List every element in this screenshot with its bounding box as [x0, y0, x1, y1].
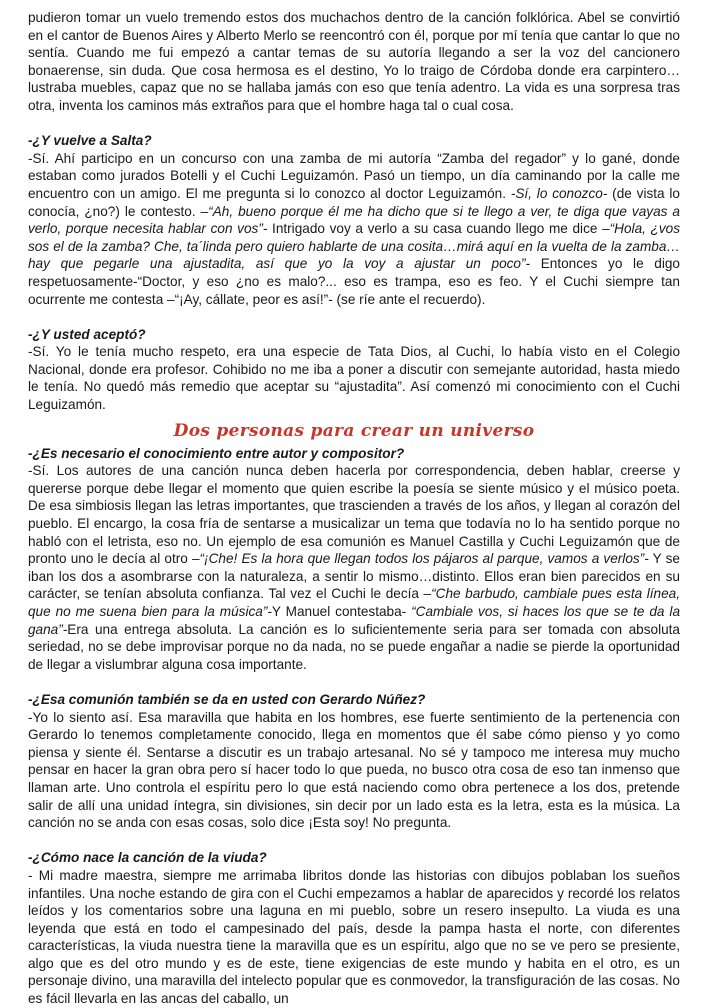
quote-italic: “Ah, bueno porque él me ha dicho que si te llego a ver, te diga que vayas a verlo, porque necesita hablar con vos”-	[28, 203, 680, 237]
text-run: Y Manuel contestaba-	[271, 604, 412, 619]
spacer	[28, 308, 680, 326]
paragraph-abel-merlo: pudieron tomar un vuelo tremendo estos dos muchachos dentro de la canción folklórica. Abel se convirtió en el cantor de Buenos Aires y Alberto Merlo se reencontró con él, porque por mí tenía que cantar lo que no sentía. Cuando me fui empezó a cantar temas de su autoría llegando a ser la voz del cancionero bonaerense, sin duda. Que cosa hermosa es el destino, Yo lo traigo de Córdoba donde era carpintero… lustraba muebles, capaz que no se hallaba jamás con eso que tenía adentro. La vida es una sorpresa tras otra, inventa los caminos más extraños para que el hombre haga tal o cual cosa.	[28, 10, 680, 113]
question-usted-acepto: -¿Y usted aceptó?	[28, 326, 146, 342]
text-run: (de vista lo conocía, ¿no?) le contesto. –	[28, 185, 680, 219]
quote-italic: “¡Che! Es la hora que llegan todos los pájaros al parque, vamos a verlos”-	[199, 551, 649, 567]
quote-italic: “Hola, ¿vos sos el de la zamba? Che, ta´linda pero quiero hablarte de una cosita…mirá aquí en la vuelta de la zamba… hay que pegarle una ajustadita, así que yo la voy a ajustar un poco”-	[28, 221, 681, 272]
spacer	[28, 115, 680, 133]
quote-italic: -Sí, lo conozco-	[510, 185, 608, 201]
quote-italic: “Che barbudo, cambiale pues esta línea, que no me suena bien para la música”-	[28, 586, 680, 619]
text-run: Entonces yo le digo respetuosamente-“Doctor, y eso ¿no es malo?... eso es trampa, eso es feo. Y el Cuchi siempre tan ocurrente me contesta –“¡Ay, cállate, peor es así!”- (se ríe ante el recuerdo).	[28, 256, 680, 307]
paragraph-gerardo: -Yo lo siento así. Esa maravilla que habita en los hombres, ese fuerte sentimiento de la pertenencia con Gerardo lo tenemos completamente conocido, llega en momentos que él sabe cómo pienso y yo como piensa y siente él. Sentarse a discutir es un trabajo artesanal. No sé y tampoco me interesa muy mucho pensar en hacer la gran obra pero sí hacer todo lo que pueda, no busco otra cosa de eso tan inmenso que llaman arte. Uno controla el espíritu pero lo que está naciendo como obra pertenece a los dos, pretende salir de allí una unidad íntegra, sin divisiones, sin decir por un lado esta es la letra, esta es la música. La canción no se anda con esas cosas, solo dice ¡Esta soy! No pregunta.	[28, 709, 680, 831]
text-run: -Sí. Los autores de una canción nunca deben hacerla por correspondencia, deben hablar, creerse y quererse porque debe llegar el momento que quien escribe la poesía se siente músico y el músico poeta. De esa simbiosis llegan las letras importantes, que trascienden a través de los años, y llegan al corazón del pueblo. El encargo, la cosa fría de sentarse a musicalizar un tema que todavía no lo ha sentido porque no habló con el letrista, eso no. Un ejemplo de esa comunión es Manuel Castilla y Cuchi Leguizamón que de pronto uno le decía al otro –	[28, 463, 680, 567]
paragraph-zamba-regador	[28, 150, 680, 308]
section-heading: Dos personas para crear un universo	[173, 420, 535, 441]
question-cancion-viuda: -¿Cómo nace la canción de la viuda?	[28, 850, 267, 866]
text-run: Era una entrega absoluta. La canción es lo suficientemente seria para ser tomada con absoluta seriedad, no se debe improvisar porque no da nada, no se puede engañar a nadie se pierde la oportunidad de llegar a vislumbrar alguna cosa importante.	[28, 621, 680, 672]
paragraph-comunion	[28, 462, 680, 673]
text-run: Y se iban los dos a asombrarse con la naturaleza, a sentir lo mismo…distinto. Ellos eran bien parecidos en su carácter, se tenían absoluta confianza. Tal vez el Cuchi le decía –	[28, 551, 680, 602]
question-gerardo-nunez: -¿Esa comunión también se da en usted con Gerardo Núñez?	[28, 691, 426, 707]
paragraph-viuda: - Mi madre maestra, siempre me arrimaba libritos donde las historias con dibujos poblaban los sueños infantiles. Una noche estando de gira con el Cuchi empezamos a hablar de aparecidos y recordé los relatos leídos y los comentarios sobre una laguna en mi pueblo, sobre un resero insepulto. La viuda es una leyenda que está en todo el campesinado del país, desde la pampa hasta el norte, con diferentes características, la viuda nuestra tiene la maravilla que es un espíritu, algo que no se ve pero se presiente, algo que es del otro mundo y es de este, tiene exigencias de este mundo y habita en el otro, es un personaje divino, una maravilla del intelecto popular que es conmovedor, la transfiguración de las cosas. No es fácil llevarla en las ancas del caballo, un	[28, 867, 680, 1007]
text-run: -Sí. Ahí participo en un concurso con una zamba de mi autoría “Zamba del regador” y lo gané, donde estaban como jurados Botelli y el Cuchi Leguizamón. Pasó un tiempo, un día caminando por la calle me encuentro con un amigo. El me pregunta si lo conozco al doctor Leguizamón.	[28, 150, 680, 201]
question-autor-compositor: -¿Es necesario el conocimiento entre autor y compositor?	[28, 445, 405, 461]
paragraph-tata-dios: -Sí. Yo le tenía mucho respeto, era una especie de Tata Dios, al Cuchi, lo había visto en el Colegio Nacional, donde era profesor. Cohibido no me iba a poner a discutir con semejante autoridad, hasta miedo le tenía. No quedó más remedio que aceptar su “ajustadita”. Así comenzó mi conocimiento con el Cuchi Leguizamón.	[28, 344, 680, 413]
text-run: Intrigado voy a verlo a su casa cuando llego me dice –	[267, 221, 610, 237]
spacer	[28, 673, 680, 691]
quote-italic: “Cambiale vos, si haces los que se te da la gana”-	[28, 604, 681, 637]
spacer	[28, 832, 680, 850]
question-vuelve-salta: -¿Y vuelve a Salta?	[28, 133, 152, 149]
